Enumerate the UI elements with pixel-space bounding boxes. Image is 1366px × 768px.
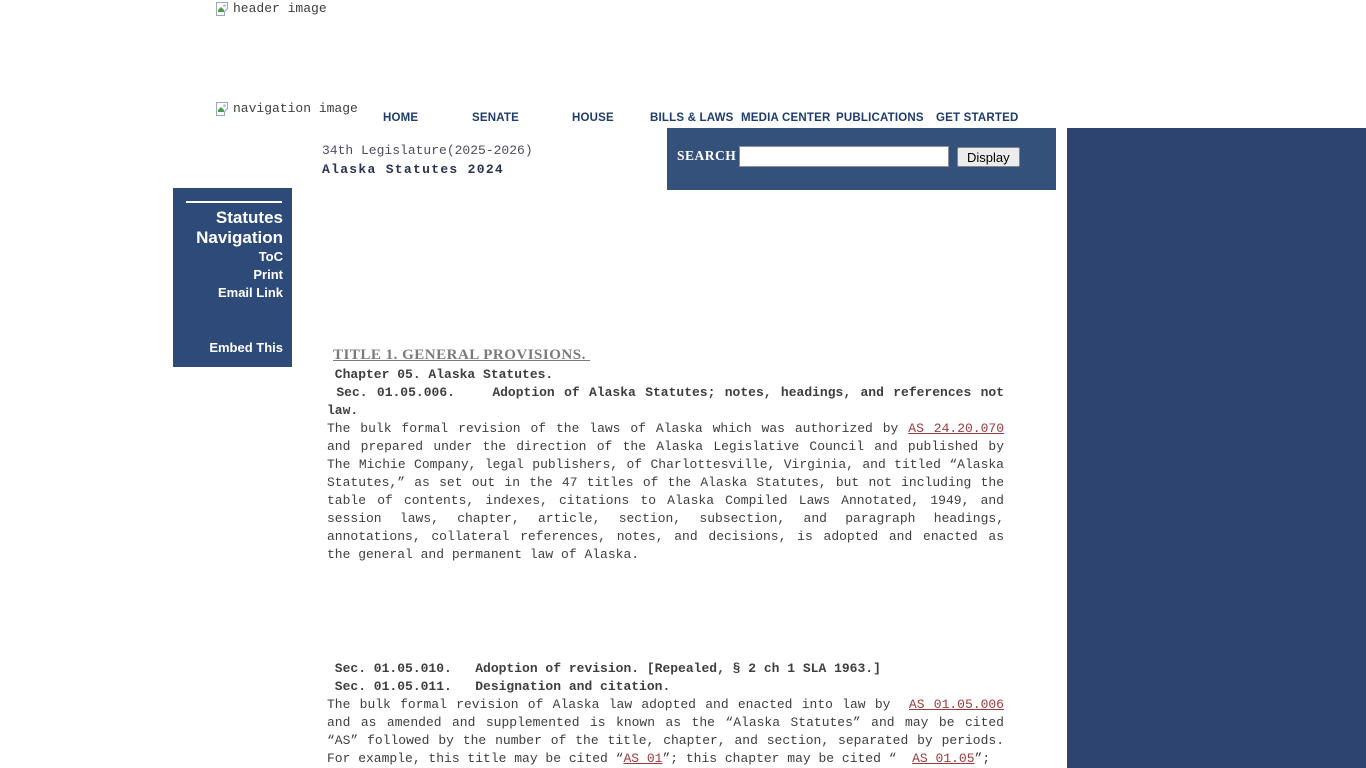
as-01-link[interactable]: AS 01 [623, 751, 663, 766]
as-01-05-link[interactable]: AS 01.05 [912, 751, 975, 766]
broken-image-icon [215, 1, 231, 17]
paragraph-text: ”; [974, 751, 991, 766]
paragraph-text: The bulk formal revision of the laws of Alaska which was authorized by [327, 421, 909, 436]
sidebar-link-email[interactable]: Email Link [217, 285, 283, 300]
as-24-20-070-link[interactable]: AS 24.20.070 [908, 421, 1005, 436]
paragraph-text: The bulk formal revision of Alaska law adopted and enacted into law by [327, 697, 909, 712]
legislature-session-label: 34th Legislature(2025-2026) [322, 143, 533, 158]
search-input[interactable] [739, 146, 949, 167]
chapter-heading: Chapter 05. Alaska Statutes. [327, 367, 554, 382]
sidebar-title-line1: Statutes [215, 208, 283, 227]
nav-item-bills-laws[interactable]: BILLS & LAWS [650, 112, 734, 124]
sidebar-link-embed-this[interactable]: Embed This [209, 340, 283, 355]
search-label: SEARCH [677, 148, 737, 163]
paragraph-text: and as amended and supplemented is known as the “Alaska Statutes” and may be cited “AS” followed by the number of the title, chapter, and section, separated by periods. For example, this title may be cited “ [327, 715, 1004, 766]
statute-content [327, 346, 1004, 768]
content-spacer [327, 564, 1004, 660]
statutes-navigation-sidebar [173, 188, 292, 367]
title-1-link[interactable]: TITLE 1. GENERAL PROVISIONS. [333, 347, 591, 363]
nav-item-senate[interactable]: SENATE [472, 112, 519, 124]
display-button[interactable]: Display [957, 147, 1020, 167]
as-01-05-006-link[interactable]: AS 01.05.006 [908, 697, 1004, 712]
nav-item-get-started[interactable]: GET STARTED [936, 112, 1019, 124]
broken-image-icon [215, 101, 231, 117]
right-background-column [1067, 128, 1366, 768]
statutes-edition-label: Alaska Statutes 2024 [322, 162, 505, 177]
sidebar-link-toc[interactable]: ToC [258, 249, 283, 264]
search-panel [667, 128, 1056, 190]
paragraph-text: ”; this chapter may be cited “ [662, 751, 913, 766]
nav-item-publications[interactable]: PUBLICATIONS [836, 112, 924, 124]
header-image-alt-text: header image [233, 1, 327, 16]
header-image-broken [215, 1, 327, 17]
sidebar-title-line2: Navigation [196, 228, 283, 247]
navigation-image-alt-text: navigation image [233, 101, 358, 116]
nav-item-home[interactable]: HOME [383, 112, 419, 124]
nav-item-media-center[interactable]: MEDIA CENTER [741, 112, 831, 124]
sidebar-title [173, 208, 283, 248]
sec-01-05-011-paragraph [327, 696, 1004, 768]
nav-item-house[interactable]: HOUSE [572, 112, 614, 124]
sec-01-05-006-paragraph [327, 420, 1004, 564]
sec-01-05-011-heading: Sec. 01.05.011. Designation and citation. [327, 679, 671, 694]
sec-01-05-006-heading: Sec. 01.05.006. Adoption of Alaska Statutes; notes, headings, and references not law. [327, 385, 1004, 418]
masthead [322, 143, 533, 178]
navigation-image-broken [215, 101, 358, 117]
paragraph-text: and prepared under the direction of the Alaska Legislative Council and published by The Michie Company, legal publishers, of Charlottesville, Virginia, and titled “Alaska Statutes,” as set out in the 47 titles of the Alaska Statutes, but not including the table of contents, indexes, citations to Alaska Compiled Laws Annotated, 1949, and session laws, chapter, article, section, subsection, and paragraph headings, annotations, collateral references, notes, and decisions, is adopted and enacted as the general and permanent law of Alaska. [327, 439, 1004, 562]
sidebar-link-print[interactable]: Print [253, 267, 283, 282]
sec-01-05-010-heading: Sec. 01.05.010. Adoption of revision. [Repealed, § 2 ch 1 SLA 1963.] [327, 661, 881, 676]
sidebar-divider [186, 201, 282, 203]
